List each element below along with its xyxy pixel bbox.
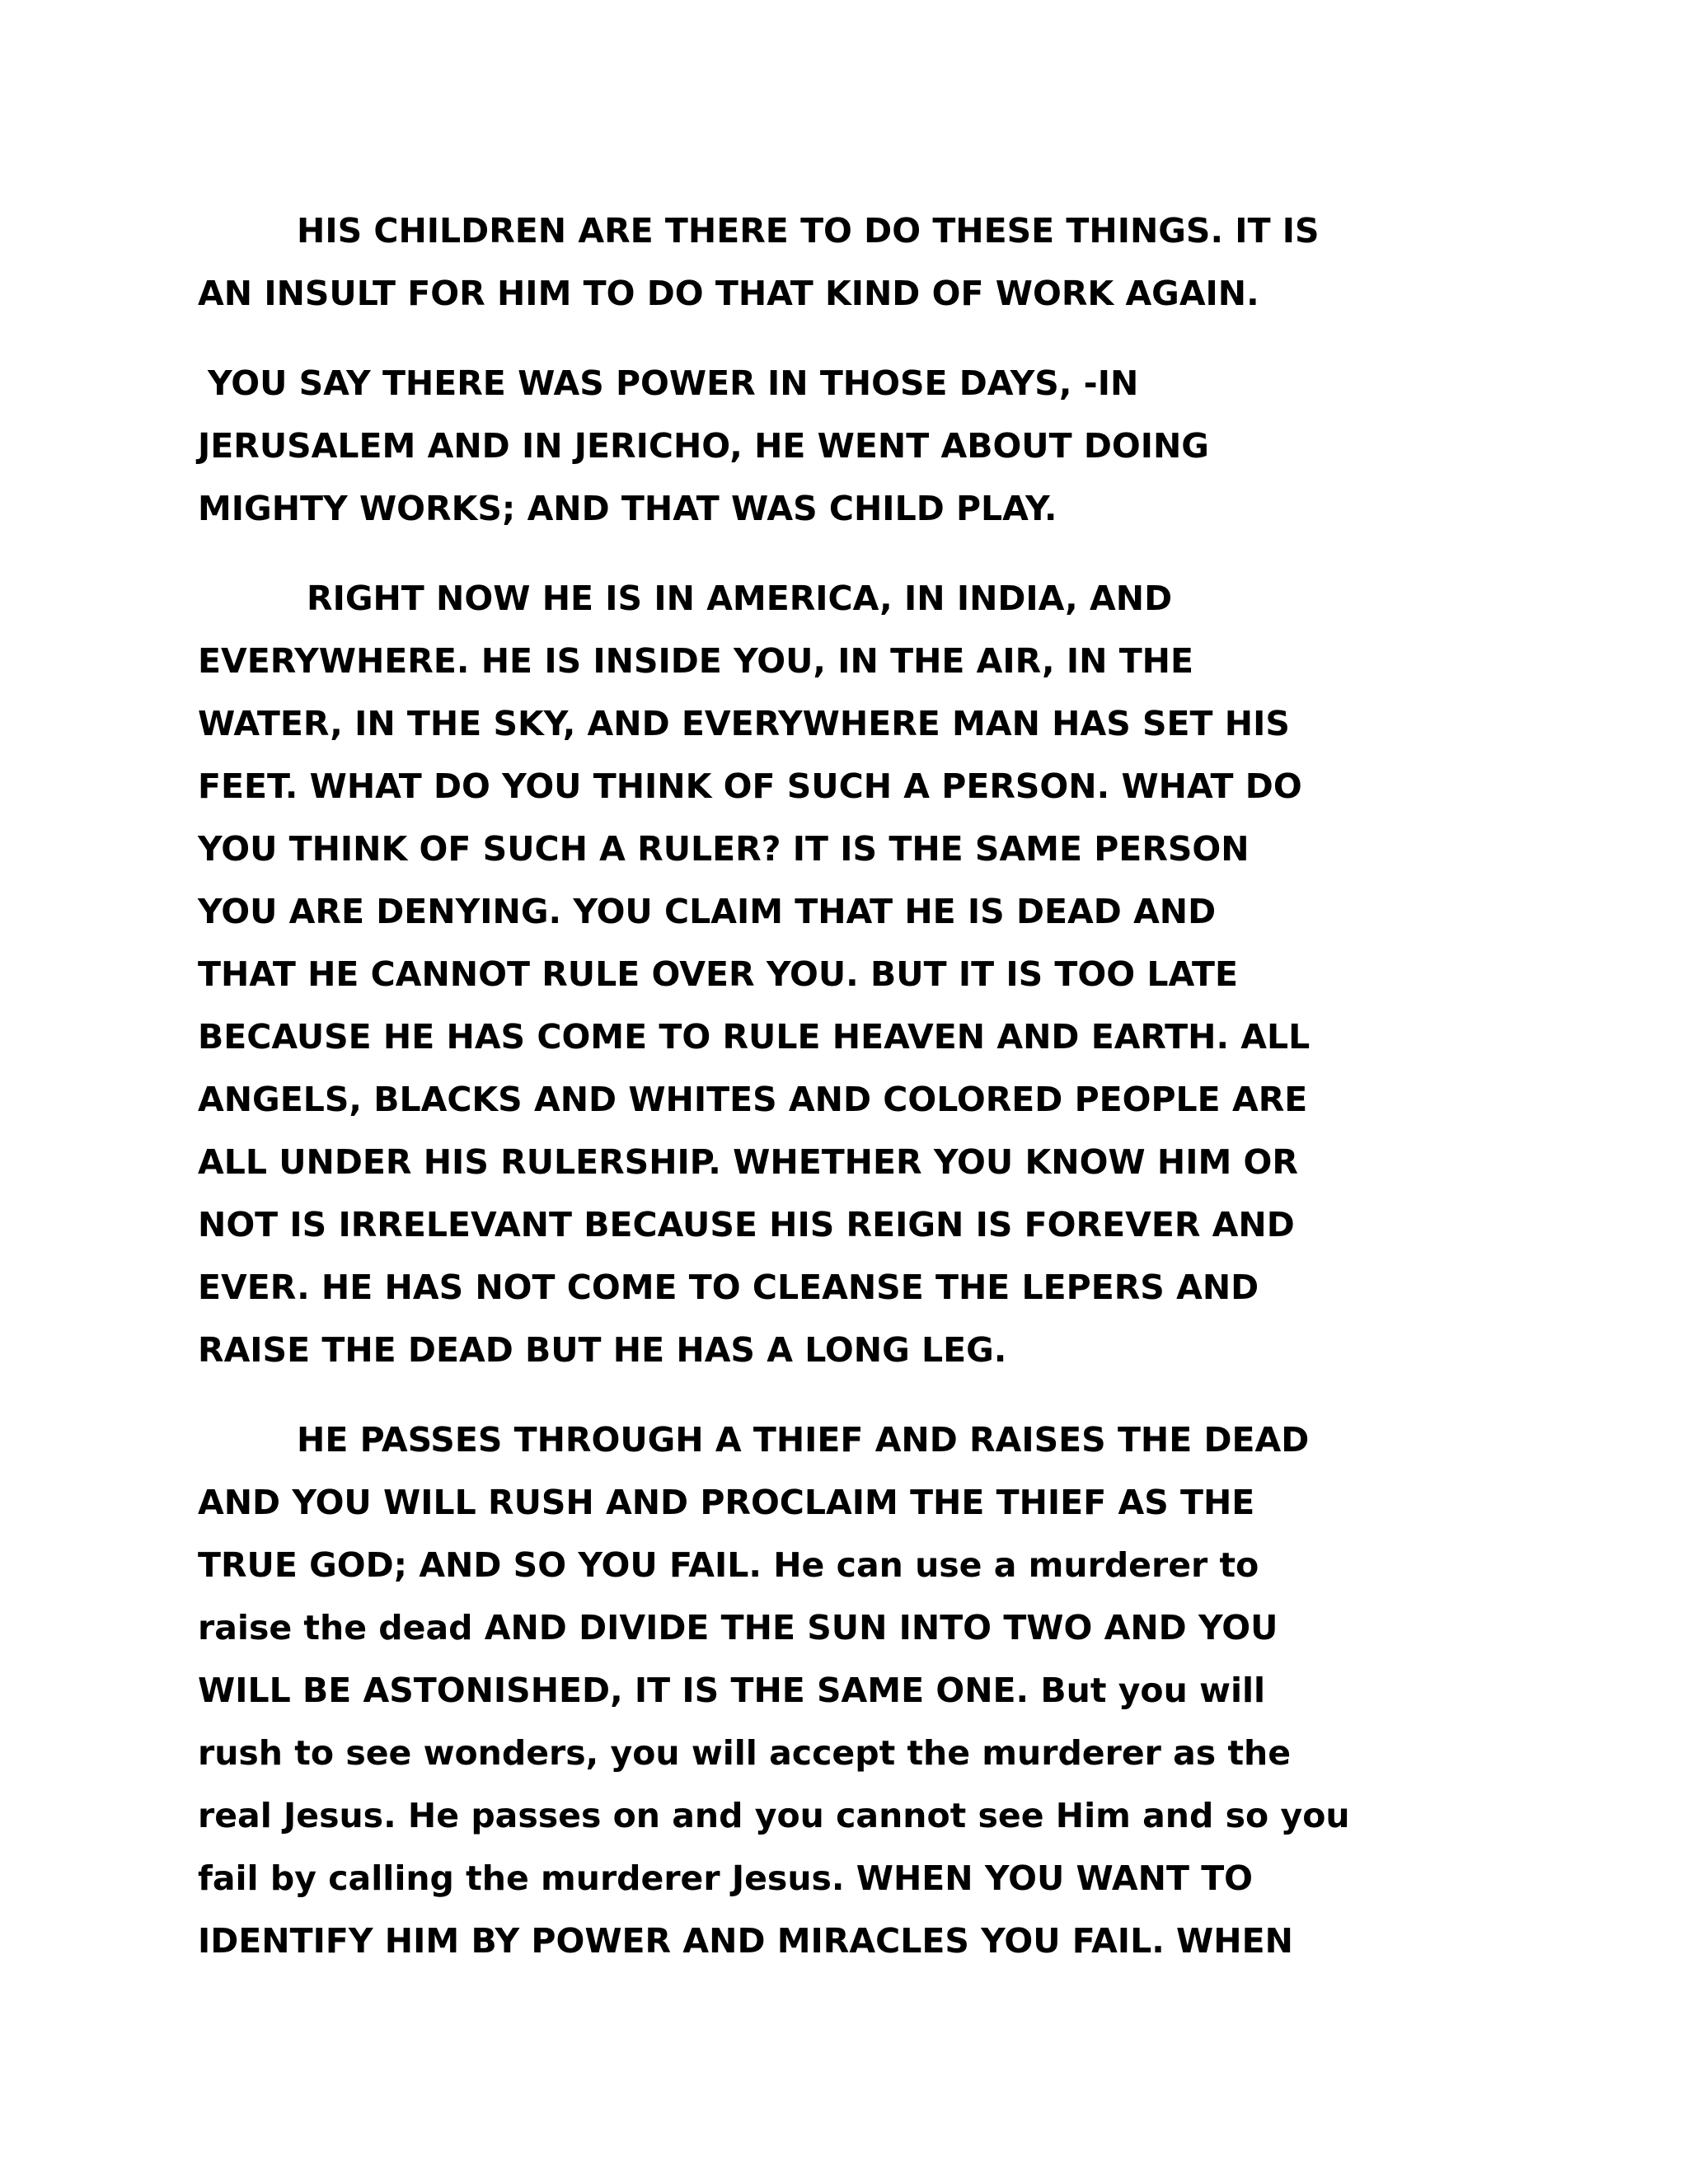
text-line: ANGELS, BLACKS AND WHITES AND COLORED PEOPLE ARE (198, 1080, 1308, 1119)
text-line: AND YOU WILL RUSH AND PROCLAIM THE THIEF AS THE (198, 1483, 1255, 1522)
text-line: RAISE THE DEAD BUT HE HAS A LONG LEG. (198, 1330, 1007, 1370)
text-line: EVER. HE HAS NOT COME TO CLEANSE THE LEPERS AND (198, 1268, 1259, 1307)
text-line: EVERYWHERE. HE IS INSIDE YOU, IN THE AIR, IN THE (198, 641, 1193, 681)
text-line: JERUSALEM AND IN JERICHO, HE WENT ABOUT DOING (198, 426, 1209, 466)
text-line: FEET. WHAT DO YOU THINK OF SUCH A PERSON. WHAT DO (198, 766, 1302, 806)
text-line: THAT HE CANNOT RULE OVER YOU. BUT IT IS TOO LATE (198, 954, 1238, 994)
paragraph-3 (198, 567, 1484, 1381)
paragraph-4 (198, 1408, 1484, 1972)
document-body (198, 199, 1484, 1999)
text-line: ALL UNDER HIS RULERSHIP. WHETHER YOU KNOW HIM OR (198, 1142, 1298, 1182)
text-line: YOU SAY THERE WAS POWER IN THOSE DAYS, -IN (208, 363, 1139, 403)
text-line: RIGHT NOW HE IS IN AMERICA, IN INDIA, AND (307, 579, 1173, 618)
text-line: BECAUSE HE HAS COME TO RULE HEAVEN AND EARTH. ALL (198, 1017, 1311, 1057)
text-line: NOT IS IRRELEVANT BECAUSE HIS REIGN IS FOREVER AND (198, 1205, 1295, 1244)
text-line: YOU THINK OF SUCH A RULER? IT IS THE SAME PERSON (198, 829, 1250, 869)
paragraph-2 (198, 352, 1484, 540)
text-line: WATER, IN THE SKY, AND EVERYWHERE MAN HAS SET HIS (198, 704, 1290, 743)
text-line: YOU ARE DENYING. YOU CLAIM THAT HE IS DEAD AND (198, 892, 1217, 931)
text-line: IDENTIFY HIM BY POWER AND MIRACLES YOU FAIL. WHEN (198, 1921, 1293, 1961)
text-line: HIS CHILDREN ARE THERE TO DO THESE THINGS. IT IS (297, 211, 1320, 251)
paragraph-1 (198, 199, 1484, 325)
text-line: raise the dead AND DIVIDE THE SUN INTO TWO AND YOU (198, 1608, 1278, 1647)
text-line: fail by calling the murderer Jesus. WHEN YOU WANT TO (198, 1858, 1254, 1898)
text-line: real Jesus. He passes on and you cannot see Him and so you (198, 1796, 1350, 1835)
text-line: HE PASSES THROUGH A THIEF AND RAISES THE DEAD (297, 1420, 1310, 1460)
text-line: rush to see wonders, you will accept the murderer as the (198, 1733, 1292, 1773)
text-line: WILL BE ASTONISHED, IT IS THE SAME ONE. But you will (198, 1671, 1266, 1710)
text-line: AN INSULT FOR HIM TO DO THAT KIND OF WORK AGAIN. (198, 274, 1259, 313)
text-line: MIGHTY WORKS; AND THAT WAS CHILD PLAY. (198, 489, 1057, 528)
text-line: TRUE GOD; AND SO YOU FAIL. He can use a murderer to (198, 1545, 1259, 1585)
